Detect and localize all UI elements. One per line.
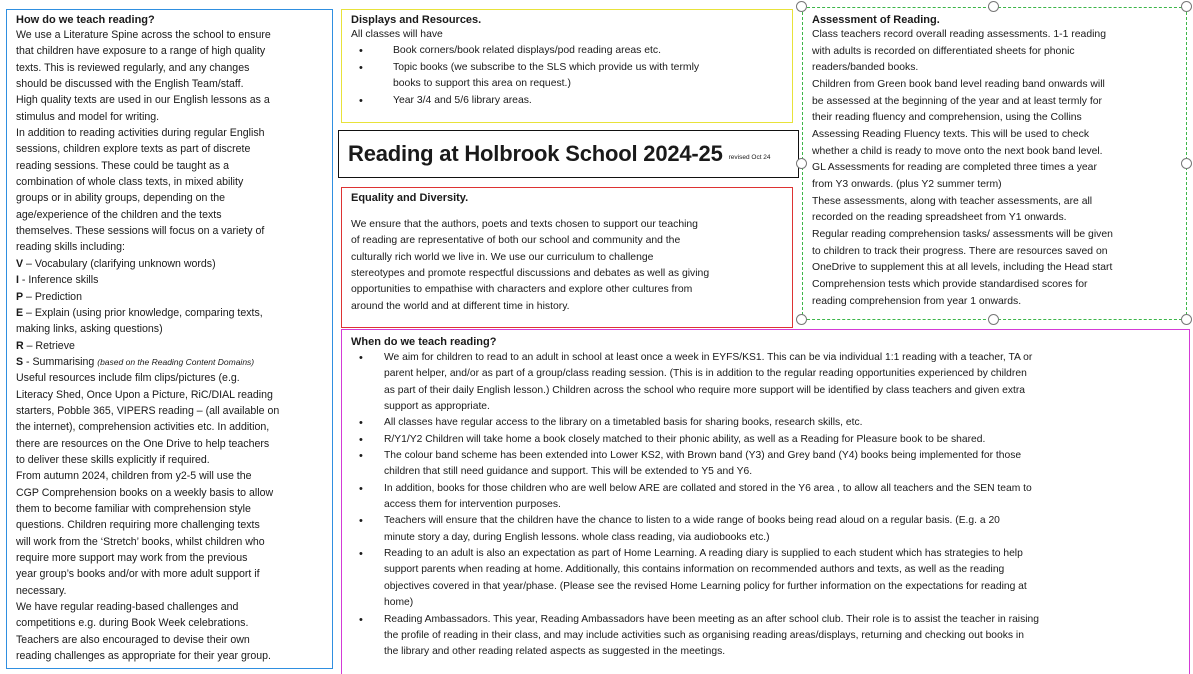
text-line: competitions e.g. during Book Week celebrations. [16, 617, 249, 630]
displays-list-item [351, 43, 783, 59]
list-item-line: • The colour band scheme has been extended into Lower KS2, with Brown band (Y3) and Grey band (Y4) books being implemented for those [384, 450, 1022, 462]
when-list-item [351, 612, 1180, 661]
text-line: We ensure that the authors, poets and texts chosen to support our teaching [351, 219, 698, 230]
when-we-teach-reading-heading: When do we teach reading? [351, 336, 497, 348]
how-we-teach-reading-text [16, 27, 323, 256]
text-line: From autumn 2024, children from y2-5 will use the [16, 470, 252, 483]
list-item-line: the profile of reading in their class, and may include activities such as organising reading areas/displays, returning and checking out books in [384, 629, 1024, 641]
list-item-line: • We aim for children to read to an adult in school at least once a week in EYFS/KS1. This can be via individual 1:1 reading with a teacher, TA or [384, 352, 1033, 363]
text-line: These assessments, along with teacher assessments, are all [812, 195, 1093, 207]
reading-skill-item [16, 305, 323, 321]
when-list-item [351, 481, 1180, 514]
text-line: reading comprehension from year 1 onwards. [812, 295, 1022, 307]
resize-handle-middle-left[interactable] [796, 158, 807, 169]
list-item-line: parent helper, and/or as part of a group/class reading session. (This is in addition to the regular reading opportunities experienced by children [384, 368, 1027, 380]
list-item-line: • Teachers will ensure that the children have the chance to listen to a wide range of books being read aloud on a regular basis. (E.g. a 20 [384, 515, 1000, 527]
list-item-line: minute story a day, during English lessons. whole class reading, via audiobooks etc.) [384, 531, 770, 543]
list-item-line: home) [384, 597, 414, 609]
text-line: readers/banded books. [812, 62, 919, 74]
text-line: starters, Pobble 365, VIPERS reading – (all available on [16, 404, 280, 417]
resize-handle-top-left[interactable] [796, 1, 807, 12]
skill-letter: E [16, 306, 24, 319]
text-line: with adults is recorded on differentiated sheets for phonic [812, 45, 1075, 57]
text-line: their reading fluency and comprehension, using the Collins [812, 112, 1082, 124]
text-line: texts. This is reviewed regularly, and any changes [16, 61, 250, 74]
resize-handle-top-right[interactable] [1181, 1, 1192, 12]
text-line: age/experience of the children and the texts [16, 208, 222, 221]
text-line: that children have exposure to a range of high quality [16, 45, 266, 58]
displays-intro: All classes will have [351, 29, 443, 40]
list-item-line: • Book corners/book related displays/pod reading areas etc. [393, 45, 662, 57]
reading-skill-item [16, 354, 323, 370]
list-item-line: • Topic books (we subscribe to the SLS which provide us with termly [393, 61, 700, 73]
text-line: require more support may work from the previous [16, 552, 248, 564]
reading-skill-item [16, 289, 323, 305]
skill-letter: V [16, 257, 24, 270]
text-line: recorded on the reading spreadsheet from Y1 onwards. [812, 212, 1067, 224]
list-item-line: objectives covered in that year/phase. (Please see the revised Home Learning policy for further information on the expectations for reading at [384, 580, 1027, 592]
when-we-teach-reading-list [351, 350, 1180, 661]
text-line: We use a Literature Spine across the school to ensure [16, 29, 271, 41]
text-line: to children to track their progress. There are resources saved on [812, 245, 1108, 257]
resize-handle-bottom-center[interactable] [988, 314, 999, 325]
skill-text: – Vocabulary (clarifying unknown words) [23, 257, 216, 270]
text-line: should be discussed with the English Team/staff. [16, 78, 244, 91]
text-line: to deliver these skills explicitly if required. [16, 453, 210, 466]
text-line: Useful resources include film clips/pictures (e.g. [16, 372, 240, 385]
list-item-line: the library and other reading related aspects as suggested in the meetings. [384, 646, 726, 658]
text-line: the internet), comprehension activities etc. In addition, [16, 421, 270, 434]
text-line: there are resources on the One Drive to help teachers [16, 437, 270, 450]
text-line: culturally rich world we live in. We use our curriculum to challenge [351, 251, 654, 263]
how-we-teach-reading-resources-text [16, 370, 323, 664]
text-line: Teachers are also encouraged to devise their own [16, 633, 250, 646]
text-line: opportunities to empathise with characters and explore other cultures from [351, 284, 693, 296]
list-item-line: support as appropriate. [384, 401, 490, 413]
equality-diversity-heading: Equality and Diversity. [351, 192, 469, 204]
skill-text: – Explain (using prior knowledge, comparing texts, [23, 306, 263, 319]
text-line: necessary. [16, 584, 67, 597]
text-line: questions. Children requiring more challenging texts [16, 519, 260, 532]
list-item-line: • All classes have regular access to the library on a timetabled basis for sharing books, research skills, etc. [384, 417, 863, 429]
assessment-reading-heading: Assessment of Reading. [812, 14, 940, 26]
text-line: of reading are representative of both our school and community and the [351, 235, 681, 247]
skill-letter: P [16, 290, 24, 303]
text-line: them to become familiar with comprehension style [16, 502, 251, 515]
skill-text: – Retrieve [23, 339, 75, 352]
text-line: reading challenges as appropriate for their year group. [16, 650, 271, 663]
list-item-line: • In addition, books for those children who are well below ARE are collated and stored in the Y6 area , to allow all teachers and the SEN team to [384, 482, 1032, 494]
list-item-line: • Reading Ambassadors. This year, Reading Ambassadors have been meeting as an after school club. Their role is to assist the teacher in raising [384, 613, 1039, 625]
displays-resources-box [341, 9, 793, 123]
text-line: In addition to reading activities during regular English [16, 127, 265, 140]
revised-note: revised Oct 24 [728, 153, 771, 161]
text-line: GL Assessments for reading are completed three times a year [812, 162, 1097, 174]
when-list-item [351, 350, 1180, 415]
resize-handle-middle-right[interactable] [1181, 158, 1192, 169]
list-item-line: children that still need guidance and support. This will be extended to Y5 and Y6. [384, 466, 753, 478]
reading-skill-item [16, 256, 323, 272]
displays-list-item [351, 93, 783, 109]
text-line: around the world and at different time in history. [351, 300, 570, 312]
text-line: Regular reading comprehension tasks/ assessments will be given [812, 228, 1113, 240]
text-line: sessions, children explore texts as part of discrete [16, 143, 251, 156]
assessment-reading-text [812, 27, 1177, 310]
skill-text: - Summarising [23, 355, 98, 368]
when-list-item [351, 415, 1180, 431]
text-line: be assessed at the beginning of the year and at least termly for [812, 95, 1102, 107]
list-item-line: as part of their daily English lesson.) Children across the school who require more support will be identified by class teachers and given extra [384, 384, 1026, 396]
text-line: groups or in ability groups, depending on the [16, 192, 226, 205]
text-line: year group’s books and/or with more adult support if [16, 568, 260, 581]
reading-skill-item [16, 272, 323, 288]
skill-text: – Prediction [23, 290, 82, 303]
text-line: Class teachers record overall reading assessments. 1-1 reading [812, 29, 1106, 40]
skill-text: making links, asking questions) [16, 323, 163, 336]
title-box [338, 130, 799, 178]
skill-letter: R [16, 339, 24, 352]
text-line: stimulus and model for writing. [16, 110, 160, 123]
when-list-item [351, 432, 1180, 448]
skill-letter: I [16, 274, 19, 287]
reading-skill-item [16, 338, 323, 354]
when-list-item [351, 546, 1180, 611]
how-we-teach-reading-box [6, 9, 333, 669]
text-line: We have regular reading-based challenges and [16, 601, 239, 614]
displays-list-item [351, 60, 783, 93]
equality-diversity-box [341, 187, 793, 328]
text-line: Assessing Reading Fluency texts. This will be used to check [812, 128, 1090, 140]
how-we-teach-reading-heading: How do we teach reading? [16, 14, 155, 26]
skills-note: (based on the Reading Content Domains) [97, 356, 255, 367]
when-we-teach-reading-box [341, 329, 1190, 674]
list-item-line: • Reading to an adult is also an expectation as part of Home Learning. A reading diary is supplied to each student which has strategies to help [384, 548, 1023, 560]
skill-text: - Inference skills [18, 274, 99, 287]
text-line: combination of whole class texts, in mixed ability [16, 176, 244, 189]
displays-resources-heading: Displays and Resources. [351, 14, 482, 26]
assessment-reading-box[interactable] [802, 7, 1187, 320]
text-line: OneDrive to supplement this at all levels, including the Head start [812, 262, 1113, 274]
list-item-line: • Year 3/4 and 5/6 library areas. [393, 94, 532, 106]
resize-handle-top-center[interactable] [988, 1, 999, 12]
text-line: Comprehension tests which provide standardised scores for [812, 278, 1088, 290]
text-line: themselves. These sessions will focus on a variety of [16, 225, 265, 238]
list-item-line: books to support this area on request.) [393, 78, 571, 90]
reading-skills-list [16, 256, 323, 370]
resize-handle-bottom-right[interactable] [1181, 314, 1192, 325]
text-line: Children from Green book band level reading band onwards will [812, 78, 1105, 90]
text-line: CGP Comprehension books on a weekly basis to allow [16, 486, 274, 499]
resize-handle-bottom-left[interactable] [796, 314, 807, 325]
displays-list [351, 43, 783, 109]
list-item-line: support parents when reading at home. Additionally, this contains information on recommended authors and texts, as well as the reading [384, 564, 1005, 576]
text-line: whether a child is ready to move onto the next book band level. [812, 145, 1103, 157]
text-line: from Y3 onwards. (plus Y2 summer term) [812, 178, 1002, 190]
text-line: stereotypes and promote respectful discussions and debates as well as giving [351, 268, 710, 280]
reading-skill-item [16, 321, 323, 337]
when-list-item [351, 448, 1180, 481]
when-list-item [351, 513, 1180, 546]
text-line: reading sessions. These could be taught as a [16, 159, 229, 172]
page-title: Reading at Holbrook School 2024-25 [348, 141, 723, 166]
equality-diversity-text [351, 217, 783, 315]
list-item-line: • R/Y1/Y2 Children will take home a book closely matched to their phonic ability, as well as a Reading for Pleasure book to be shared. [384, 433, 986, 445]
text-line: reading skills including: [16, 241, 125, 254]
text-line: Literacy Shed, Once Upon a Picture, RiC/DIAL reading [16, 388, 273, 401]
list-item-line: access them for intervention purposes. [384, 499, 561, 511]
text-line: will work from the ‘Stretch’ books, whilst children who [16, 535, 265, 548]
text-line: High quality texts are used in our English lessons as a [16, 94, 270, 107]
skill-letter: S [16, 355, 24, 368]
